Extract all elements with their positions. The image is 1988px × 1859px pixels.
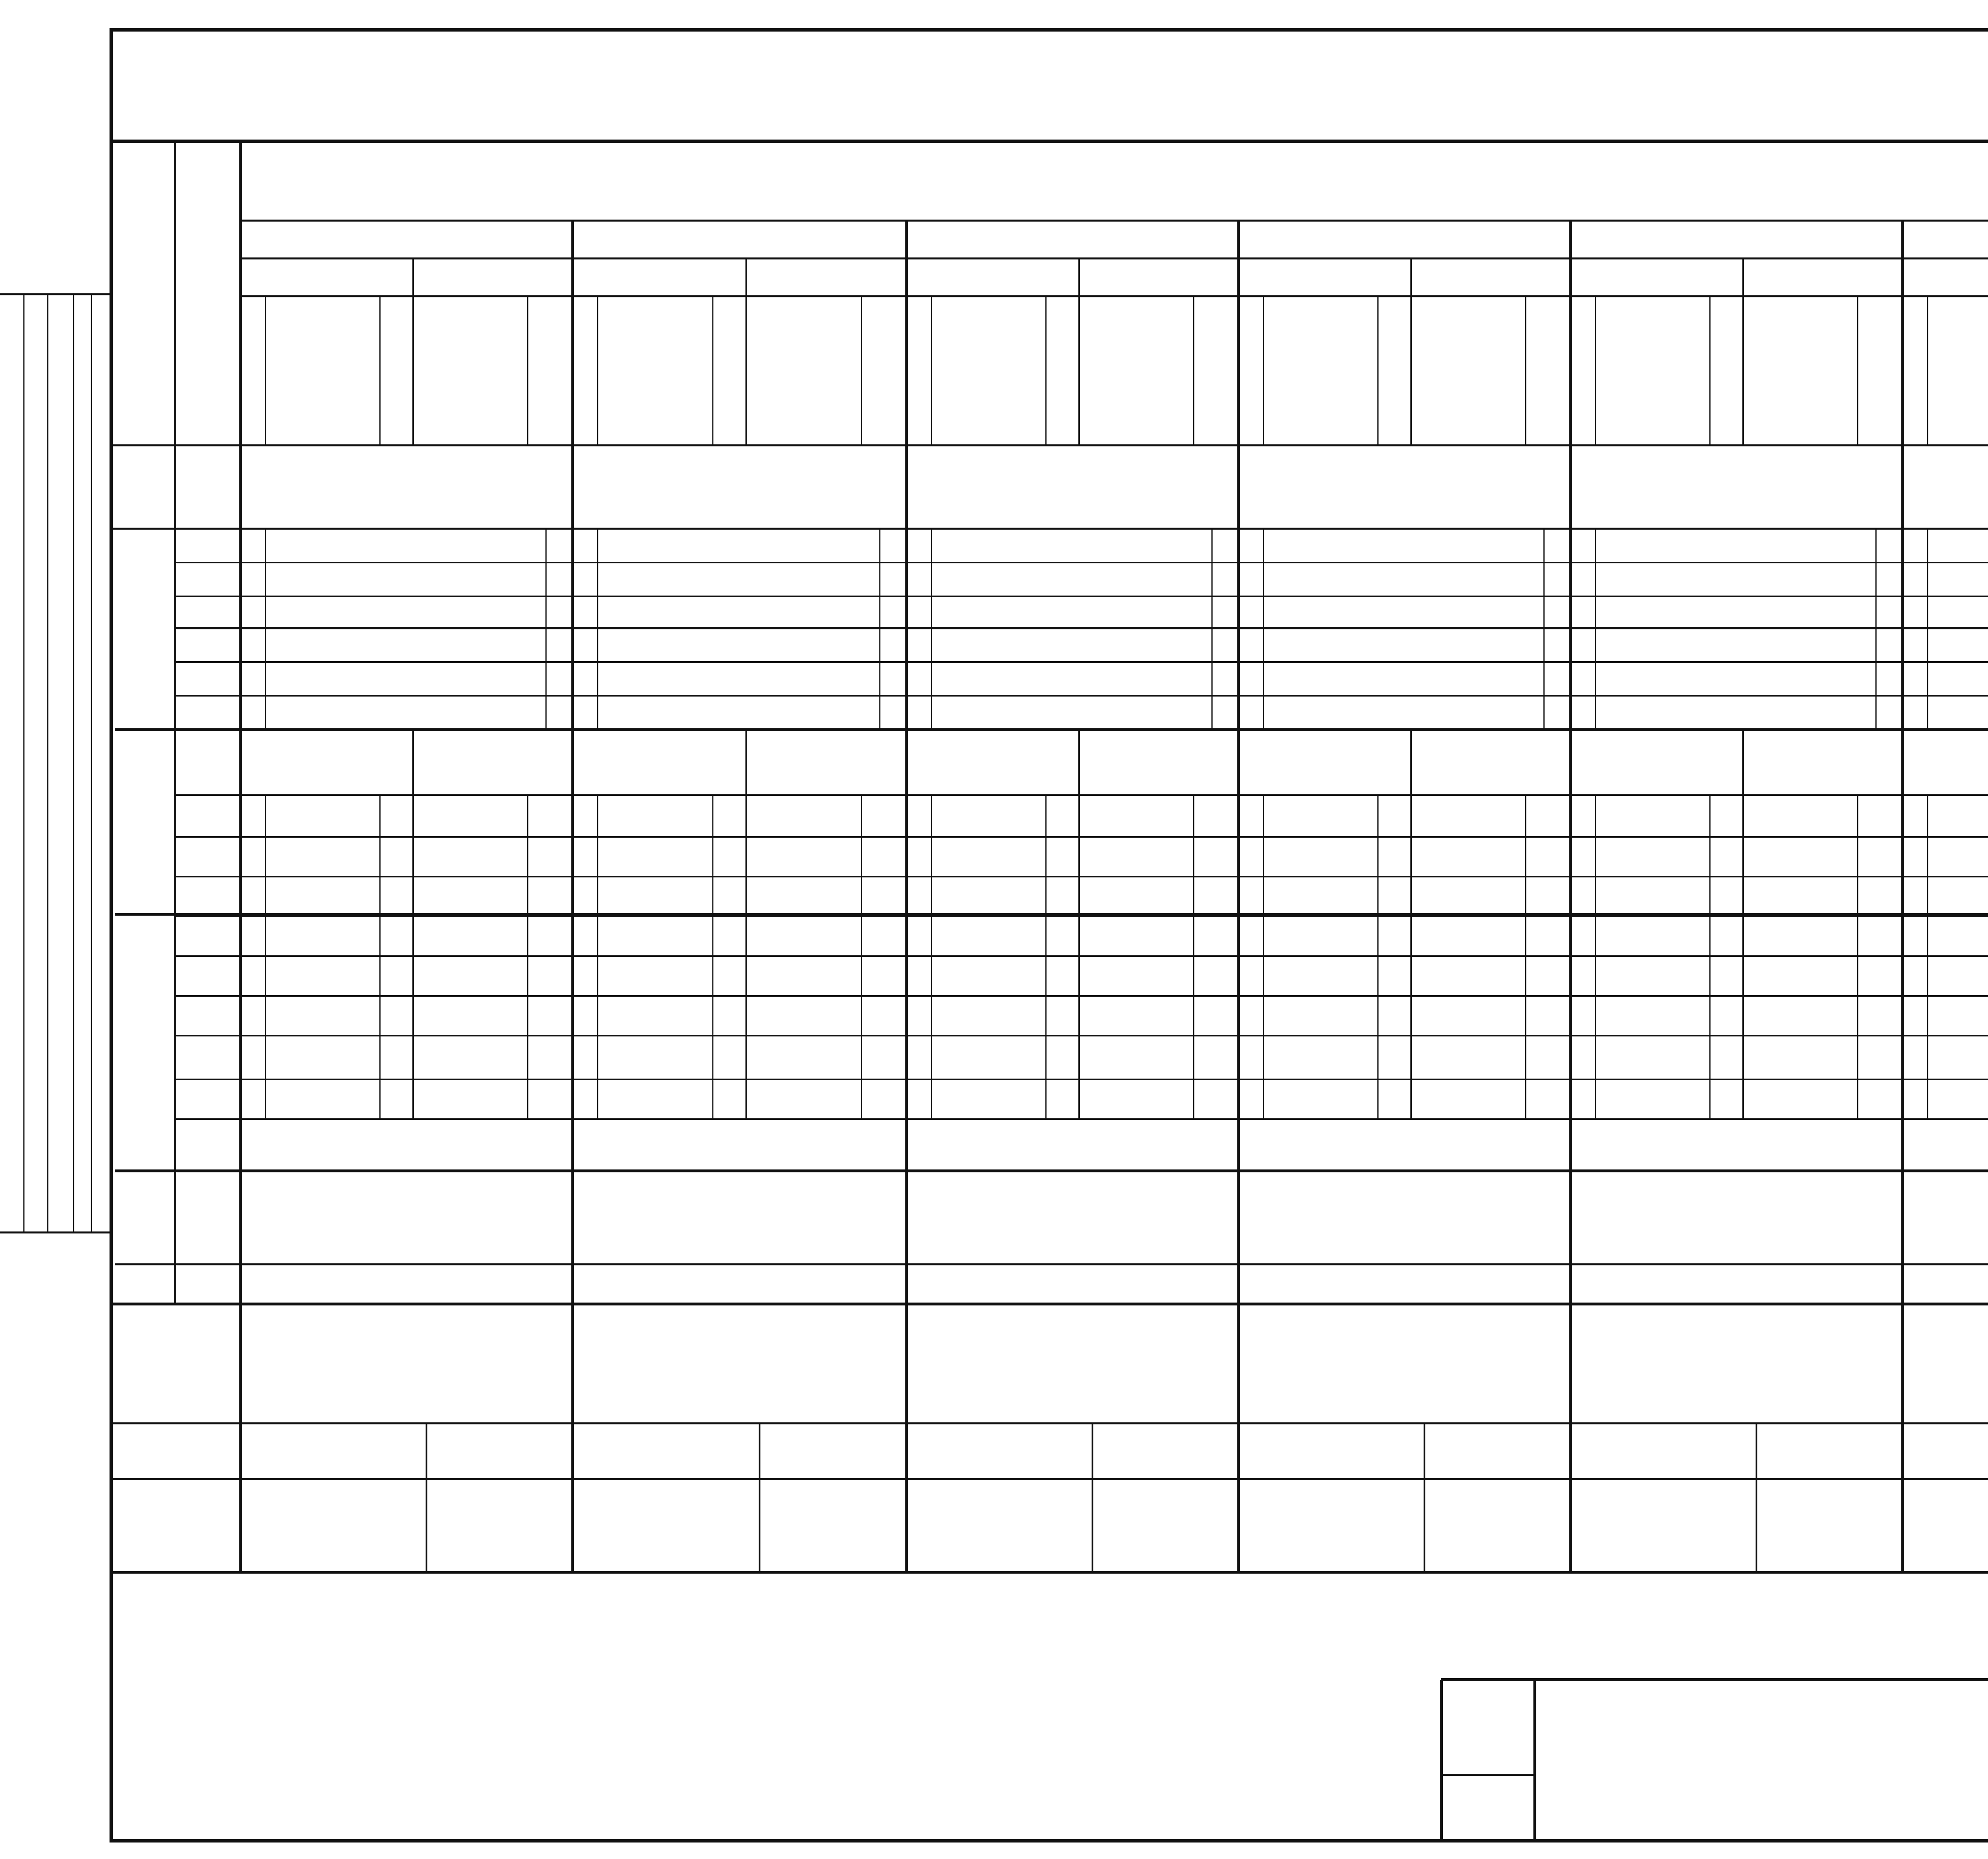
frame-rect [111,30,1988,1841]
